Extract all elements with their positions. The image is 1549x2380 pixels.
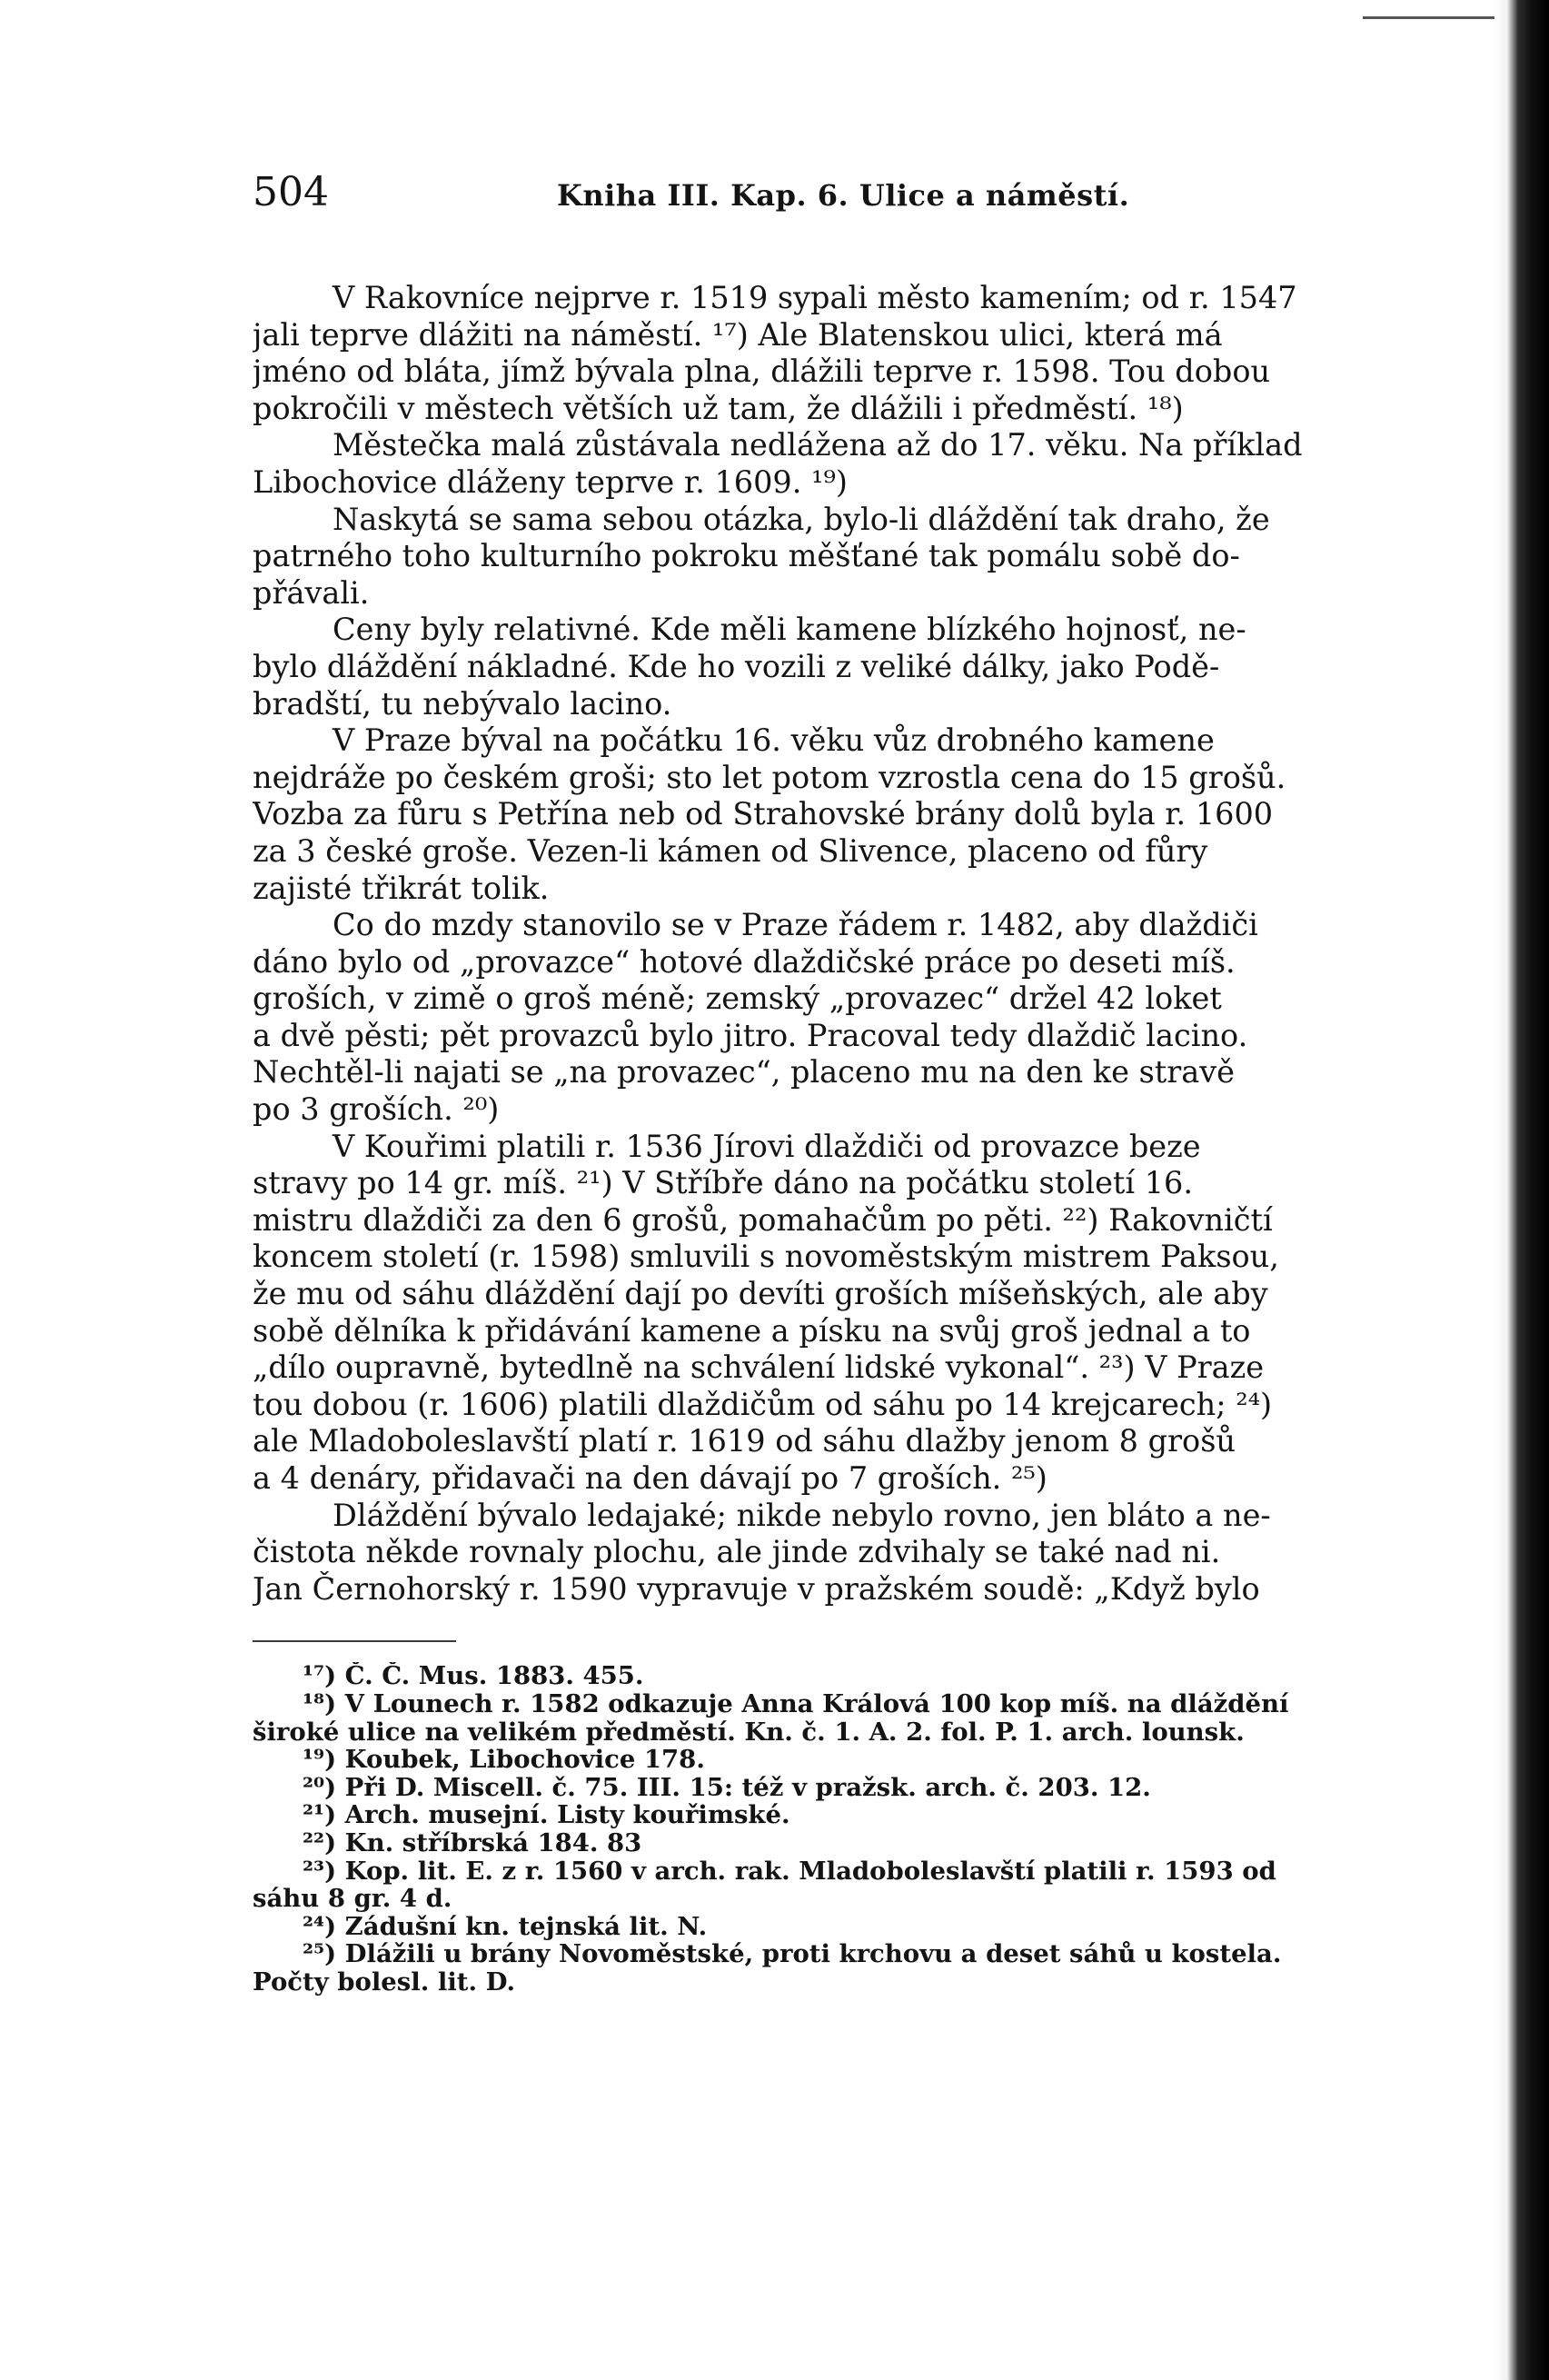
text-line: Vozba za fůru s Petřína neb od Strahovské brány dolů byla r. 1600 <box>253 796 1274 832</box>
text-line: bylo dláždění nákladné. Kde ho vozili z veliké dálky, jako Podě- <box>253 648 1220 684</box>
main-text <box>253 280 1402 1608</box>
footnote-line: ¹⁷) Č. Č. Mus. 1883. 455. <box>303 1662 644 1690</box>
text-line: že mu od sáhu dláždění dají po devíti groších míšeňských, ale aby <box>253 1276 1268 1312</box>
footnote-line: ²¹) Arch. musejní. Listy kouřimské. <box>303 1801 790 1829</box>
footnote-line: široké ulice na velikém předměstí. Kn. č. 1. A. 2. fol. P. 1. arch. lounsk. <box>253 1718 1245 1747</box>
text-line: V Praze býval na počátku 16. věku vůz drobného kamene <box>333 722 1215 759</box>
text-line: Městečka malá zůstávala nedlážena až do 17. věku. Na příklad <box>333 427 1303 463</box>
footnote-line: ²²) Kn. stříbrská 184. 83 <box>303 1828 642 1857</box>
text-line: pokročili v městech větších už tam, že dlážili i předměstí. ¹⁸) <box>253 390 1184 426</box>
text-line: stravy po 14 gr. míš. ²¹) V Stříbře dáno na počátku století 16. <box>253 1165 1194 1201</box>
footnote-line: ¹⁹) Koubek, Libochovice 178. <box>303 1746 705 1774</box>
text-line: ale Mladoboleslavští platí r. 1619 od sáhu dlažby jenom 8 grošů <box>253 1423 1236 1459</box>
page-header <box>253 169 1402 227</box>
text-line: patrného toho kulturního pokroku měšťané tak pomálu sobě do- <box>253 538 1240 574</box>
text-line: přávali. <box>253 574 370 611</box>
footnotes <box>253 1662 1402 1996</box>
text-line: nejdráže po českém groši; sto let potom vzrostla cena do 15 grošů. <box>253 759 1286 795</box>
footnote-line: ²⁰) Při D. Miscell. č. 75. III. 15: též v pražsk. arch. č. 203. 12. <box>303 1773 1151 1802</box>
book-page <box>253 169 1402 1997</box>
text-line: „dílo oupravně, bytedlně na schválení lidské vykonal“. ²³) V Praze <box>253 1349 1265 1386</box>
text-line: za 3 české groše. Vezen-li kámen od Slivence, placeno od fůry <box>253 832 1208 869</box>
text-line: groších, v zimě o groš méně; zemský „provazec“ držel 42 loket <box>253 981 1222 1017</box>
text-line: bradští, tu nebývalo lacino. <box>253 685 672 722</box>
footnote-line: ²³) Kop. lit. E. z r. 1560 v arch. rak. Mladoboleslavští platili r. 1593 od <box>303 1857 1276 1886</box>
text-line: Ceny byly relativné. Kde měli kamene blízkého hojnosť, ne- <box>333 612 1246 648</box>
text-line: čistota někde rovnaly plochu, ale jinde zdvihaly se také nad ni. <box>253 1534 1221 1570</box>
footnote-divider <box>253 1640 456 1642</box>
text-line: koncem století (r. 1598) smluvili s novoměstským mistrem Paksou, <box>253 1239 1279 1275</box>
text-line: jméno od bláta, jímž bývala plna, dlážili teprve r. 1598. Tou dobou <box>253 354 1271 390</box>
footnote-line: ¹⁸) V Lounech r. 1582 odkazuje Anna Králová 100 kop míš. na dláždění <box>303 1689 1289 1718</box>
text-line: Libochovice dláženy teprve r. 1609. ¹⁹) <box>253 463 848 500</box>
footnote-line: ²⁴) Zádušní kn. tejnská lit. N. <box>303 1912 708 1941</box>
text-line: Co do mzdy stanovilo se v Praze řádem r. 1482, aby dlaždiči <box>333 907 1258 943</box>
text-line: a 4 denáry, přidavači na den dávají po 7 groších. ²⁵) <box>253 1460 1048 1496</box>
text-line: Jan Černohorský r. 1590 vypravuje v pražském soudě: „Když bylo <box>253 1570 1260 1607</box>
text-line: V Kouřimi platili r. 1536 Jírovi dlaždiči od provazce beze <box>333 1128 1201 1164</box>
footnote-line: Počty bolesl. lit. D. <box>253 1967 516 1997</box>
text-line: zajisté třikrát tolik. <box>253 870 550 906</box>
text-line: Nechtěl-li najati se „na provazec“, placeno mu na den ke stravě <box>253 1054 1235 1090</box>
text-line: V Rakovníce nejprve r. 1519 sypali město kamením; od r. 1547 <box>333 280 1297 315</box>
text-line: sobě dělníka k přidávání kamene a písku na svůj groš jednal a to <box>253 1312 1251 1349</box>
text-line: dáno bylo od „provazce“ hotové dlaždičské práce po deseti míš. <box>253 943 1236 980</box>
scan-dark-border <box>1494 0 1549 2380</box>
text-line: jali teprve dlážiti na náměstí. ¹⁷) Ale Blatenskou ulici, která má <box>253 316 1223 353</box>
footnote-line: ²⁵) Dlážili u brány Novoměstské, proti krchovu a deset sáhů u kostela. <box>303 1940 1282 1968</box>
text-line: mistru dlaždiči za den 6 grošů, pomahačům po pěti. ²²) Rakovničtí <box>253 1201 1273 1238</box>
text-line: tou dobou (r. 1606) platili dlaždičům od sáhu po 14 krejcarech; ²⁴) <box>253 1386 1273 1422</box>
text-line: po 3 groších. ²⁰) <box>253 1091 500 1128</box>
text-line: a dvě pěsti; pět provazců bylo jitro. Pracoval tedy dlaždič lacino. <box>253 1017 1248 1053</box>
running-title: Kniha III. Kap. 6. Ulice a náměstí. <box>557 178 1130 213</box>
page-number: 504 <box>253 169 329 215</box>
footnote-line: sáhu 8 gr. 4 d. <box>253 1885 452 1913</box>
text-line: Dláždění bývalo ledajaké; nikde nebylo rovno, jen bláto a ne- <box>333 1497 1271 1533</box>
text-line: Naskytá se sama sebou otázka, bylo-li dláždění tak draho, že <box>333 501 1270 537</box>
scan-edge-mark <box>1363 16 1499 19</box>
